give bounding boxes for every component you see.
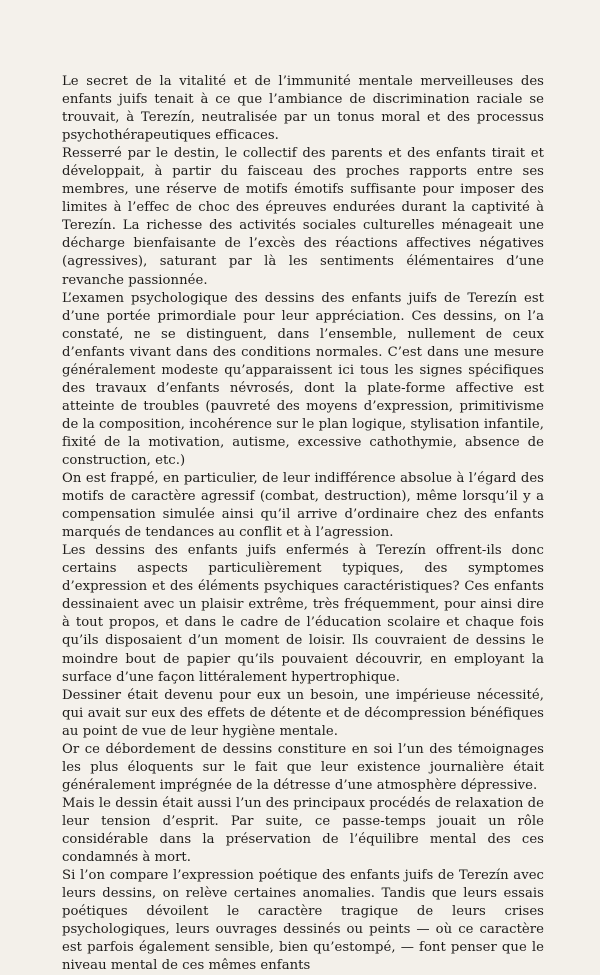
paragraph-6: Dessiner était devenu pour eux un besoin, une impérieuse nécessité, qui avait sur eux des effets de détente et de décompression bénéfiques au point de vue de leur hygiène mentale. [62,687,544,739]
paragraph-8: Mais le dessin était aussi l’un des principaux procédés de relaxation de leur tension d’esprit. Par suite, ce passe-temps jouait un rôle considérable dans la préservation de l’équilibre mental des ces condamnés à mort. [62,795,544,866]
body-text [62,73,544,975]
paragraph-7: Or ce débordement de dessins constiture en soi l’un des témoignages les plus éloquents sur le fait que leur existence journalière était généralement imprégnée de la détresse d’une atmosphère dépressive. [62,741,544,793]
paragraph-4: On est frappé, en particulier, de leur indifférence absolue à l’égard des motifs de caractère agressif (combat, destruction), même lorsqu’il y a compensation simulée ainsi qu’il arrive d’ordinaire chez des enfants marqués de tendances au conflit et à l’agression. [62,471,544,541]
paragraph-3: L’examen psychologique des dessins des enfants juifs de Terezín est d’une portée primordiale pour leur appréciation. Ces dessins, on l’a constaté, ne se distinguent, dans l’ensemble, nullement de ceux d’enfants vivant dans des conditions normales. C’est dans une mesure généralement modeste qu’apparaissent ici tous les signes spécifiques des travaux d’enfants névrosés, dont la plate-forme affective est atteinte de troubles (pauvreté des moyens d’expression, primitivisme de la composition, incohérence sur le plan logique, stylisation infantile, fixité de la motivation, autisme, excessive cathothymie, absence de construction, etc.) [62,290,544,468]
paragraph-5: Les dessins des enfants juifs enfermés à Terezín offrent-ils donc certains aspects particulièrement typiques, des symptomes d’expression et des éléments psychiques caractéristiques? Ces enfants dessinaient avec un plaisir extrême, très fréquemment, pour ainsi dire à tout propos, et dans le cadre de l’éducation scolaire et chaque fois qu’ils disposaient d’un moment de loisir. Ils couvraient de dessins le moindre bout de papier qu’ils pouvaient découvrir, en employant la surface d’une façon littéralement hypertrophique. [62,543,544,685]
paragraph-2: Resserré par le destin, le collectif des parents et des enfants tirait et développait, à partir du faisceau des proches rapports entre ses membres, une réserve de motifs émotifs suffisante pour imposer des limites à l’effec de choc des épreuves endurées durant la captivité à Terezín. La richesse des activités sociales culturelles ménageait une décharge bienfaisante de l’excès des réactions affectives négatives (agressives), saturant par là les sentiments élémentaires d’une revanche passionnée. [62,146,544,288]
paragraph-1: Le secret de la vitalité et de l’immunité mentale merveilleuses des enfants juifs tenait à ce que l’ambiance de discrimination raciale se trouvait, à Terezín, neutralisée par un tonus moral et des processus psychothérapeutiques efficaces. [62,74,544,144]
paragraph-9: Si l’on compare l’expression poétique des enfants juifs de Terezín avec leurs dessins, on relève certaines anomalies. Tandis que leurs essais poétiques dévoilent le caractère tragique de leurs crises psychologiques, leurs ouvrages dessinés ou peints — où ce caractère est parfois également sensible, bien qu’estompé, — font penser que le niveau mental de ces mêmes enfants [62,868,544,974]
